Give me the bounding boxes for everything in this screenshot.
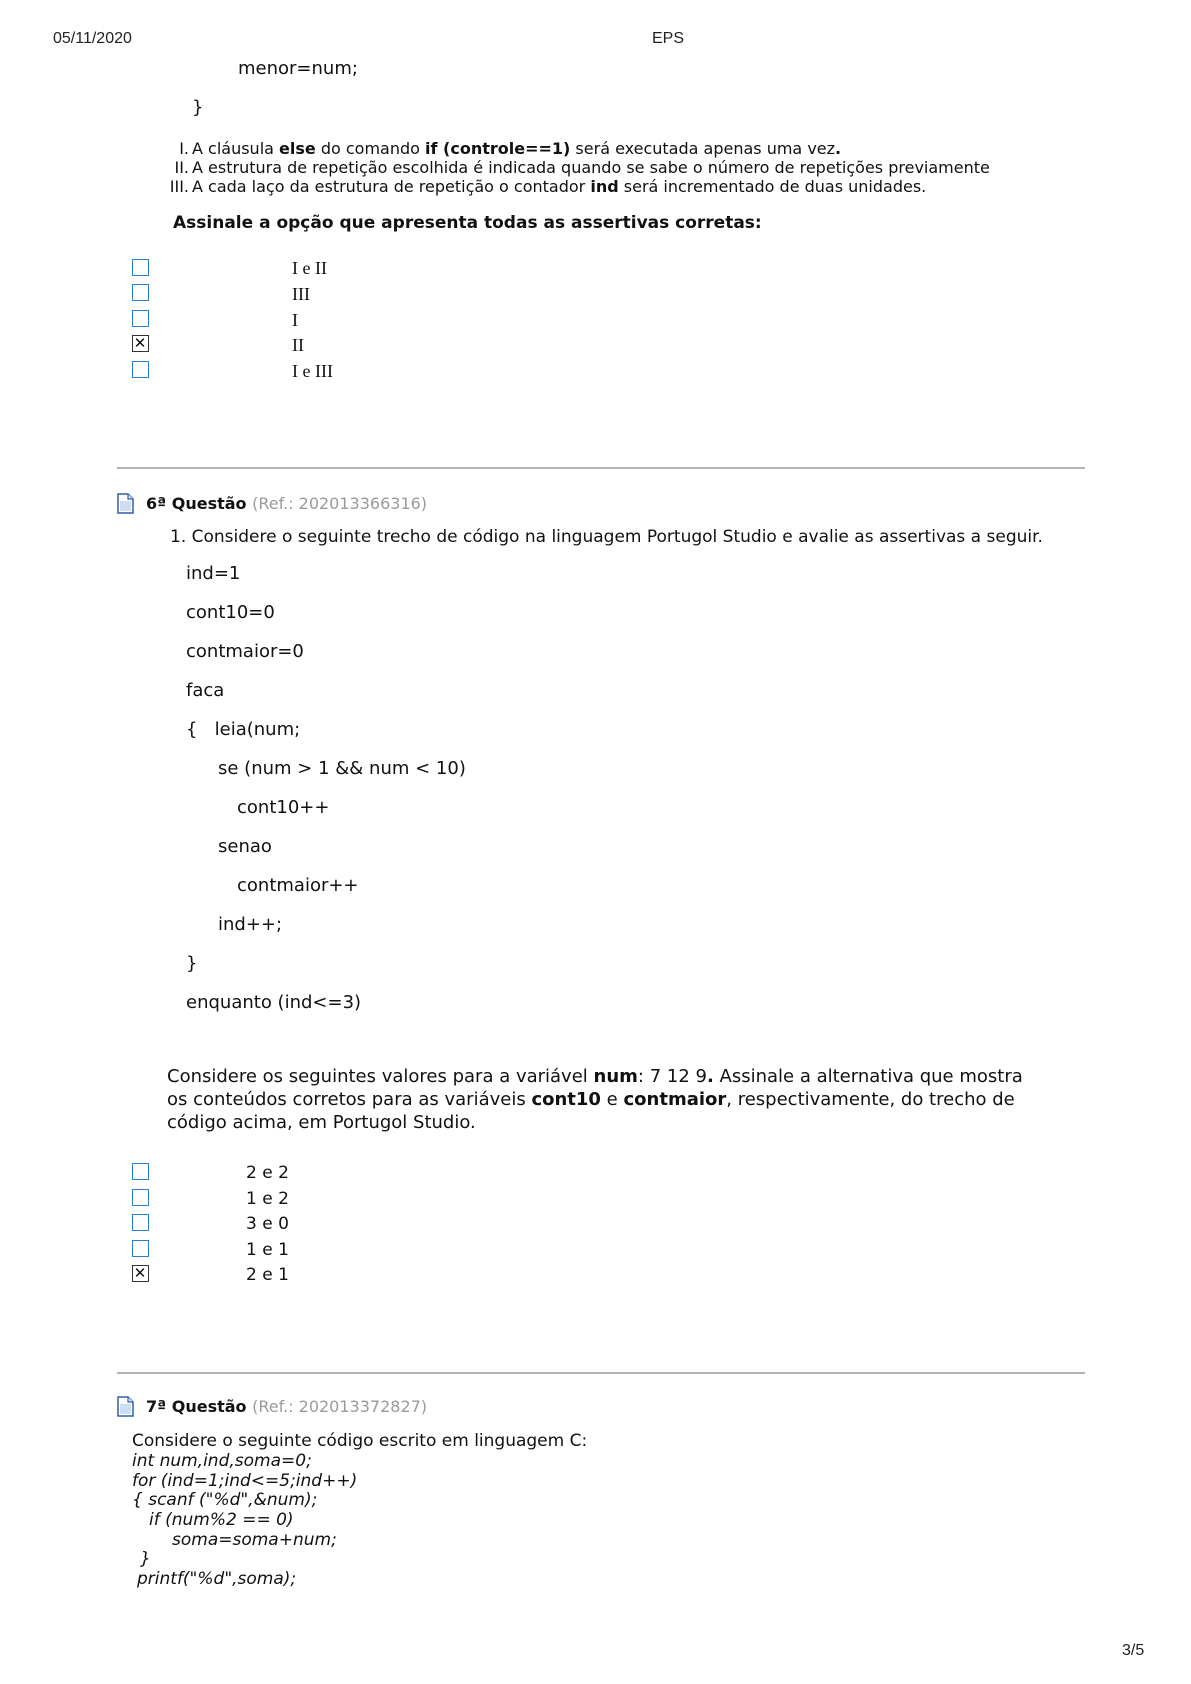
question-heading	[146, 494, 427, 513]
option-label: 3 e 0	[246, 1214, 289, 1234]
document-icon	[117, 1396, 134, 1417]
code-line: { leia(num;	[186, 719, 301, 740]
code-line: soma=soma+num;	[172, 1530, 337, 1550]
option-checkbox-checked[interactable]: ✕	[132, 335, 149, 352]
assertion-number: I.	[179, 139, 189, 158]
bold-run: ind	[590, 177, 619, 196]
text-run: Considere os seguintes valores para a variável	[167, 1066, 594, 1087]
print-date: 05/11/2020	[53, 30, 132, 47]
code-line: cont10++	[237, 797, 330, 818]
question-number: 7ª	[146, 1397, 167, 1416]
bold-run: contmaior	[623, 1089, 727, 1110]
q5-prompt: Assinale a opção que apresenta todas as assertivas corretas:	[173, 213, 762, 233]
assertion-number: II.	[174, 158, 189, 177]
option-checkbox[interactable]	[132, 259, 149, 276]
question-label: Questão	[171, 1397, 247, 1416]
option-label: 2 e 1	[246, 1265, 289, 1285]
code-line: }	[140, 1549, 151, 1569]
code-line: contmaior=0	[186, 641, 304, 662]
page-number: 3/5	[1122, 1642, 1145, 1659]
code-line: senao	[218, 836, 272, 857]
option-label: 1 e 1	[246, 1240, 289, 1260]
option-checkbox[interactable]	[132, 361, 149, 378]
text-run: do comando	[315, 139, 426, 158]
bold-run: .	[835, 139, 842, 158]
option-label: I e II	[292, 258, 327, 278]
code-line: ind=1	[186, 563, 241, 584]
option-label: 2 e 2	[246, 1163, 289, 1183]
code-line: menor=num;	[238, 58, 358, 79]
code-line: { scanf ("%d",&num);	[132, 1490, 318, 1510]
assertion-text	[192, 177, 926, 197]
bold-run: .	[706, 1066, 714, 1087]
bold-run: else	[279, 139, 316, 158]
option-checkbox-checked[interactable]: ✕	[132, 1265, 149, 1282]
code-line: enquanto (ind<=3)	[186, 992, 362, 1013]
code-line: int num,ind,soma=0;	[132, 1451, 312, 1471]
text-run: , respectivamente, do trecho de código acima, em Portugol Studio.	[167, 1089, 1015, 1133]
text-run: : 7 12 9	[637, 1066, 707, 1087]
question-ref: (Ref.: 202013372827)	[252, 1397, 428, 1416]
section-divider	[117, 1372, 1085, 1374]
code-line: se (num > 1 && num < 10)	[218, 758, 466, 779]
code-line: if (num%2 == 0)	[149, 1510, 294, 1530]
code-line: faca	[186, 680, 225, 701]
question-ref: (Ref.: 202013366316)	[252, 494, 428, 513]
document-icon	[117, 493, 134, 514]
assertion-number: III.	[169, 177, 189, 196]
option-checkbox[interactable]	[132, 1189, 149, 1206]
bold-run: if (controle==1)	[425, 139, 571, 158]
option-checkbox[interactable]	[132, 310, 149, 327]
text-run: será incrementado de duas unidades.	[618, 177, 927, 196]
question-number: 6ª	[146, 494, 167, 513]
option-label: 1 e 2	[246, 1189, 289, 1209]
option-label: II	[292, 335, 304, 355]
option-checkbox[interactable]	[132, 1214, 149, 1231]
section-divider	[117, 467, 1085, 469]
print-title: EPS	[652, 30, 685, 47]
code-line: }	[192, 97, 204, 118]
code-line: contmaior++	[237, 875, 359, 896]
question-heading	[146, 1397, 427, 1416]
code-line: }	[186, 953, 198, 974]
assertion-text	[192, 139, 841, 159]
code-line: ind++;	[218, 914, 283, 935]
text-run: e	[600, 1089, 624, 1110]
q6-intro: 1. Considere o seguinte trecho de código na linguagem Portugol Studio e avalie as assertivas a seguir.	[170, 527, 1043, 547]
q6-question	[167, 1065, 1047, 1134]
option-checkbox[interactable]	[132, 284, 149, 301]
option-checkbox[interactable]	[132, 1163, 149, 1180]
text-run: A estrutura de repetição escolhida é indicada quando se sabe o número de repetições previamente	[192, 158, 990, 177]
question-label: Questão	[171, 494, 247, 513]
text-run: A cláusula	[192, 139, 280, 158]
assertion-text	[192, 158, 990, 178]
code-line: printf("%d",soma);	[137, 1569, 297, 1589]
option-checkbox[interactable]	[132, 1240, 149, 1257]
text-run: será executada apenas uma vez	[570, 139, 836, 158]
text-run: Assinale a alternativa que mostra os conteúdos corretos para as variáveis	[167, 1066, 1023, 1110]
text-run: A cada laço da estrutura de repetição o contador	[192, 177, 591, 196]
code-line: for (ind=1;ind<=5;ind++)	[132, 1471, 358, 1491]
option-label: III	[292, 284, 310, 304]
bold-run: num	[593, 1066, 638, 1087]
option-label: I e III	[292, 361, 333, 381]
bold-run: cont10	[531, 1089, 601, 1110]
code-line: cont10=0	[186, 602, 275, 623]
q7-intro: Considere o seguinte código escrito em linguagem C:	[132, 1431, 588, 1451]
option-label: I	[292, 310, 298, 330]
